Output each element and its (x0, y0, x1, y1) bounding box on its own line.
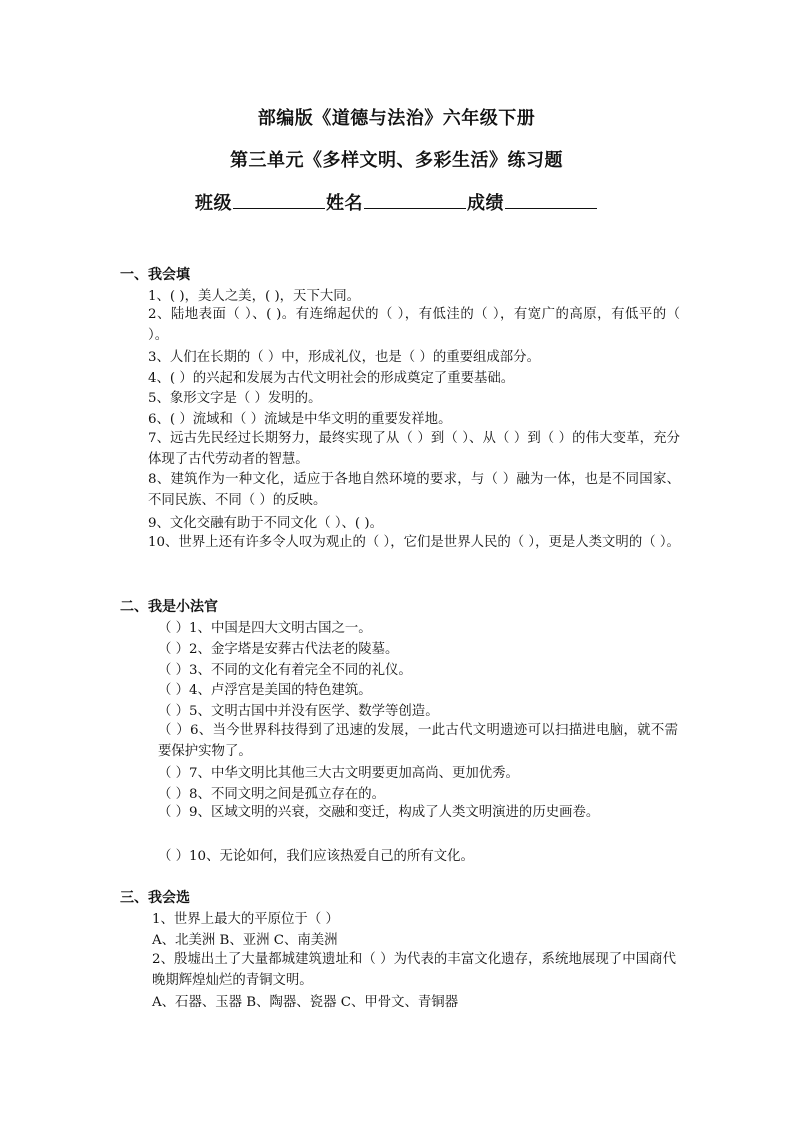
fill-question-3: 3、人们在长期的（ ）中，形成礼仪，也是（ ）的重要组成部分。 (148, 350, 540, 365)
score-label: 成绩 (467, 193, 504, 214)
score-blank[interactable] (505, 188, 597, 209)
fill-question-10: 10、世界上还有许多令人叹为观止的（ ），它们是世界人民的（ ），更是人类文明的（ ）。 (148, 535, 680, 550)
name-label: 姓名 (326, 193, 363, 214)
judge-item-8: （ ）8、不同文明之间是孤立存在的。 (158, 787, 386, 802)
fill-question-8: 8、建筑作为一种文化，适应于各地自然环境的要求，与（ ）融为一体，也是不同国家、不同民族、不同（ ）的反映。 (148, 472, 680, 508)
fill-question-2: 2、陆地表面（ ）、( )。有连绵起伏的（ ），有低洼的（ ），有宽广的高原，有低平的（ ）。 (148, 307, 680, 343)
judge-item-7: （ ）7、中华文明比其他三大古文明要更加高尚、更加优秀。 (158, 766, 519, 781)
judge-item-3: （ ）3、不同的文化有着完全不同的礼仪。 (158, 663, 412, 678)
choice-question-2: 2、殷墟出土了大量都城建筑遗址和（ ）为代表的丰富文化遗存，系统地展现了中国商代晚期辉煌灿烂的青铜文明。 (152, 952, 676, 988)
judge-item-2: （ ）2、金字塔是安葬古代法老的陵墓。 (158, 642, 399, 657)
fill-question-6: 6、( ）流域和（ ）流域是中华文明的重要发祥地。 (148, 412, 452, 427)
worksheet-title: 部编版《道德与法治》六年级下册 (257, 108, 536, 129)
section-fill-heading: 一、我会填 (120, 267, 190, 283)
judge-item-5: （ ）5、文明古国中并没有医学、数学等创造。 (158, 704, 439, 719)
choice-question-2-options: A、石器、玉器 B、陶器、瓷器 C、甲骨文、青铜器 (152, 995, 459, 1010)
class-blank[interactable] (233, 188, 325, 209)
judge-item-6: （ ）6、当今世界科技得到了迅速的发展，一此古代文明遗迹可以扫描进电脑，就不需要保护实物了。 (158, 723, 678, 759)
judge-item-9: （ ）9、区域文明的兴衰，交融和变迁，构成了人类文明演进的历史画卷。 (158, 805, 600, 820)
section-choice-heading: 三、我会选 (120, 890, 190, 906)
student-info-line (0, 188, 793, 215)
name-blank[interactable] (364, 188, 466, 209)
class-label: 班级 (195, 193, 232, 214)
fill-question-4: 4、( ）的兴起和发展为古代文明社会的形成奠定了重要基础。 (148, 371, 515, 386)
judge-item-1: （ ）1、中国是四大文明古国之一。 (158, 621, 372, 636)
fill-question-9: 9、文化交融有助于不同文化（ ）、( )。 (148, 516, 384, 531)
fill-question-5: 5、象形文字是（ ）发明的。 (148, 391, 322, 406)
unit-title: 第三单元《多样文明、多彩生活》练习题 (230, 150, 563, 171)
choice-question-1: 1、世界上最大的平原位于（ ） (152, 912, 339, 927)
judge-item-4: （ ）4、卢浮宫是美国的特色建筑。 (158, 683, 372, 698)
fill-question-1: 1、( )，美人之美，( )，天下大同。 (148, 289, 361, 304)
judge-item-10: （ ）10、无论如何，我们应该热爱自己的所有文化。 (158, 849, 474, 864)
choice-question-1-options: A、北美洲 B、亚洲 C、南美洲 (152, 933, 338, 948)
section-judge-heading: 二、我是小法官 (120, 599, 218, 615)
fill-question-7: 7、远古先民经过长期努力，最终实现了从（ ）到（ ）、从（ ）到（ ）的伟大变革，充分体现了古代劳动者的智慧。 (148, 431, 680, 467)
